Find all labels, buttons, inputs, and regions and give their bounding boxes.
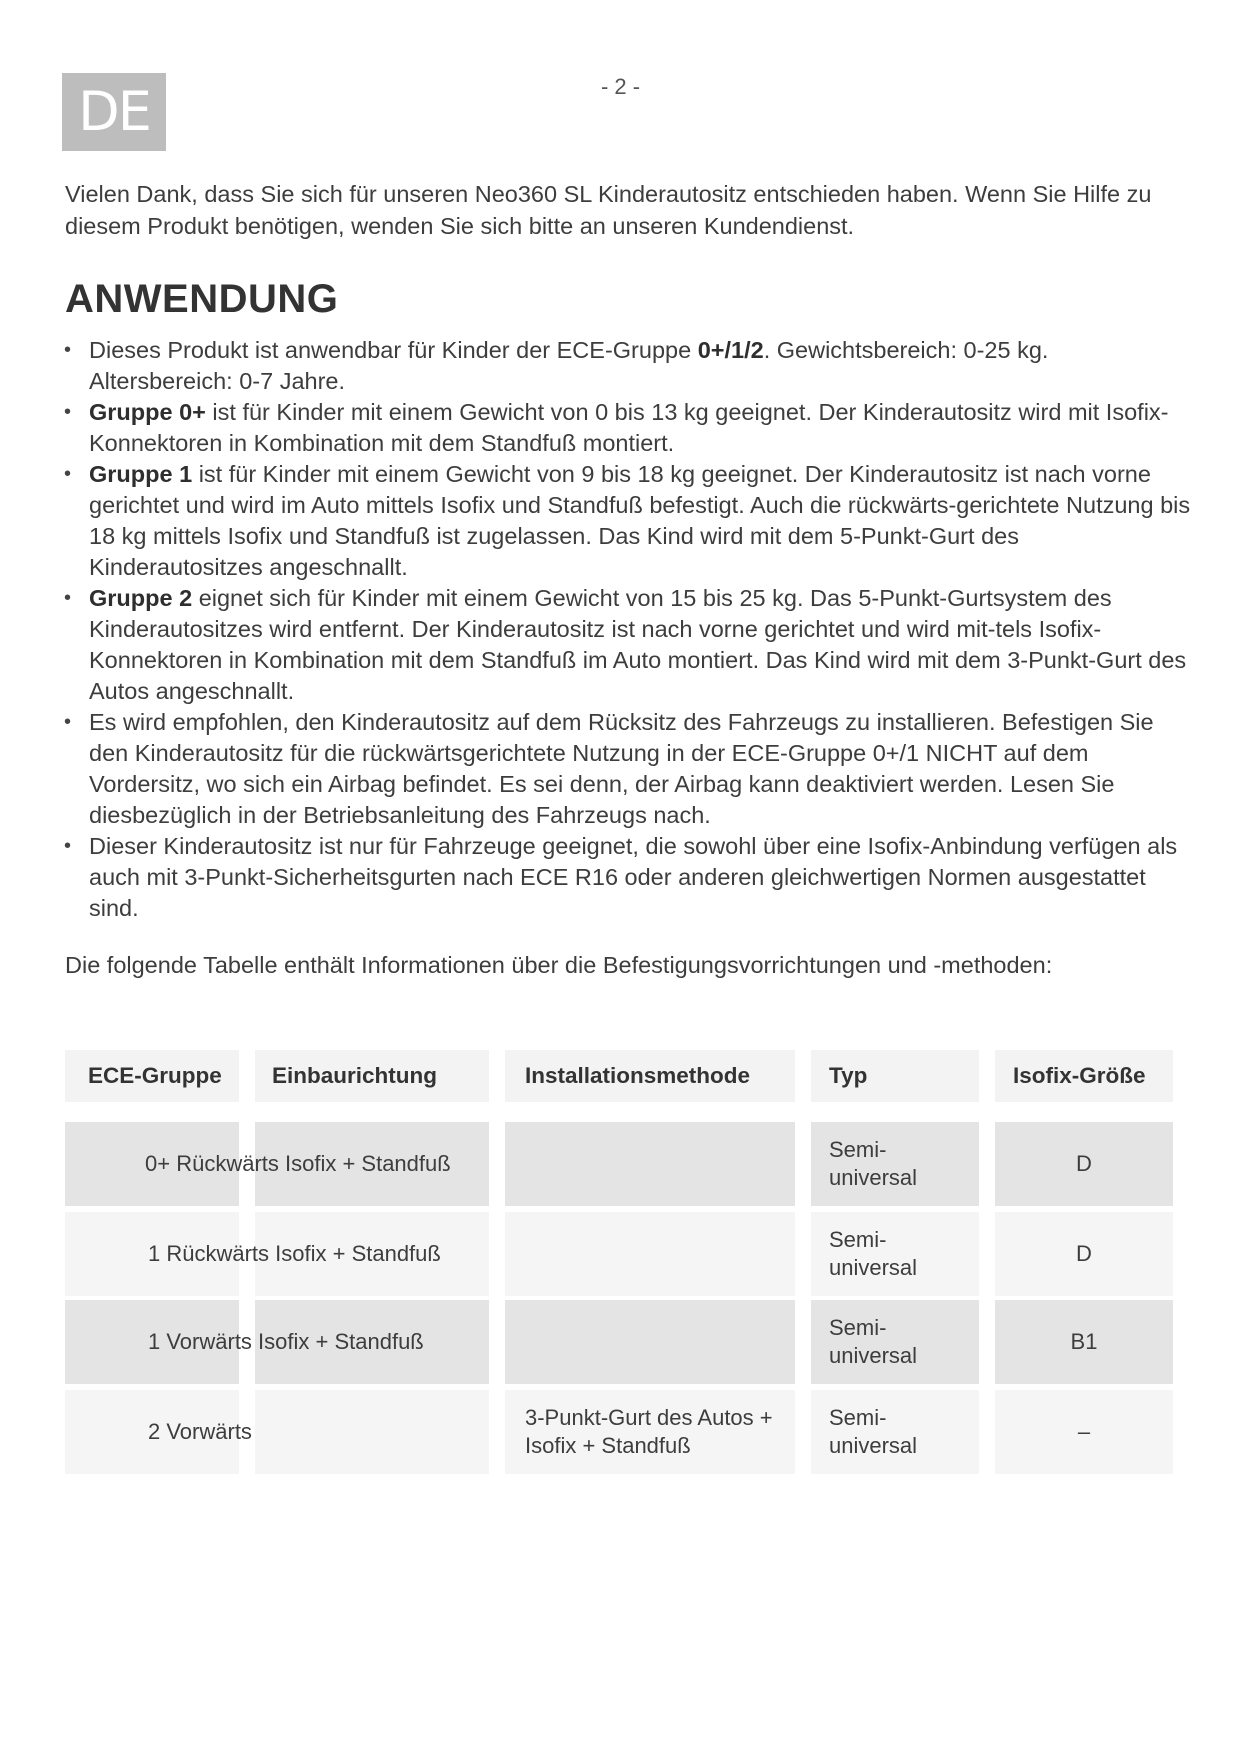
cell-method (505, 1300, 795, 1384)
bullet-emphasis: Gruppe 0+ (89, 399, 206, 425)
list-item (62, 583, 1192, 707)
cell-isofix: B1 (995, 1300, 1173, 1384)
list-item (62, 707, 1192, 831)
section-title: ANWENDUNG (65, 277, 339, 321)
bullet-text: . Gewichtsbereich: 0-25 kg. Altersbereich: 0-7 Jahre. (89, 337, 1049, 394)
header-ece-gruppe: ECE-Gruppe (65, 1050, 239, 1102)
list-item (62, 397, 1192, 459)
cell-group-direction: 1 Vorwärts Isofix + Standfuß (148, 1329, 424, 1354)
cell-method (505, 1212, 795, 1296)
bullet-text: ist für Kinder mit einem Gewicht von 0 bis 13 kg geeignet. Der Kinderautositz wird mit Isofix-Konnektoren in Kombination mit dem Standfuß montiert. (89, 399, 1169, 456)
cell-group-direction: 1 Rückwärts Isofix + Standfuß (148, 1241, 441, 1266)
bullet-emphasis: Gruppe 2 (89, 585, 193, 611)
cell-method (505, 1122, 795, 1206)
page-number: - 2 - (600, 74, 641, 99)
bullet-text: Dieser Kinderautositz ist nur für Fahrzeuge geeignet, die sowohl über eine Isofix-Anbindung verfügen als auch mit 3-Punkt-Sicherheitsgurten nach ECE R16 oder anderen gleichwertigen Normen ausgestattet sind. (89, 833, 1178, 921)
cell-type: Semi-universal (811, 1212, 979, 1296)
intro-paragraph: Vielen Dank, dass Sie sich für unseren Neo360 SL Kinderautositz entschieden haben. Wenn Sie Hilfe zu diesem Produkt benötigen, wenden Sie sich bitte an unseren Kundendienst. (65, 181, 1152, 239)
cell-group-direction: 2 Vorwärts (148, 1419, 252, 1444)
bullet-text: ist für Kinder mit einem Gewicht von 9 bis 18 kg geeignet. Der Kinderautositz ist nach vorne gerichtet und wird im Auto mittels Isofix und Standfuß befestigt. Auch die rückwärts-gerichtete Nutzung bis 18 kg mittels Isofix und Standfuß ist zugelassen. Das Kind wird mit dem 5-Punkt-Gurt des Kinderautositzes angeschnallt. (89, 461, 1191, 580)
cell-isofix: D (995, 1212, 1173, 1296)
cell-isofix: – (995, 1390, 1173, 1474)
bullet-text: eignet sich für Kinder mit einem Gewicht von 15 bis 25 kg. Das 5-Punkt-Gurtsystem des Kinderautositzes wird entfernt. Der Kinderautositz ist nach vorne gerichtet und wird mit-tels Isofix-Konnektoren in Kombination mit dem Standfuß im Auto montiert. Das Kind wird mit dem 3-Punkt-Gurt des Autos angeschnallt. (89, 585, 1187, 704)
list-item (62, 335, 1192, 397)
cell-group-direction: 0+ Rückwärts Isofix + Standfuß (145, 1151, 451, 1176)
header-typ: Typ (811, 1050, 979, 1102)
list-item (62, 831, 1192, 924)
header-installationsmethode: Installationsmethode (505, 1050, 795, 1102)
list-item (62, 459, 1192, 583)
header-isofix-groesse: Isofix-Größe (995, 1050, 1173, 1102)
cell-type: Semi-universal (811, 1390, 979, 1474)
cell-type: Semi-universal (811, 1300, 979, 1384)
table-intro: Die folgende Tabelle enthält Informationen über die Befestigungsvorrichtungen und -methoden: (65, 952, 1053, 978)
cell-method: 3-Punkt-Gurt des Autos + Isofix + Standfuß (505, 1390, 795, 1474)
language-badge: DE (62, 73, 166, 151)
usage-list (62, 335, 1192, 924)
bullet-text: Dieses Produkt ist anwendbar für Kinder der ECE-Gruppe (89, 337, 698, 363)
bullet-text: Es wird empfohlen, den Kinderautositz auf dem Rücksitz des Fahrzeugs zu installieren. Befestigen Sie den Kinderautositz für die rückwärtsgerichtete Nutzung in der ECE-Gruppe 0+/1 NICHT auf dem Vordersitz, wo sich ein Airbag befindet. Es sei denn, der Airbag kann deaktiviert werden. Lesen Sie diesbezüglich in der Betriebsanleitung des Fahrzeugs nach. (89, 709, 1154, 828)
bullet-emphasis: Gruppe 1 (89, 461, 193, 487)
header-einbaurichtung: Einbaurichtung (255, 1050, 489, 1102)
cell-isofix: D (995, 1122, 1173, 1206)
bullet-emphasis: 0+/1/2 (697, 337, 764, 363)
cell-type: Semi-universal (811, 1122, 979, 1206)
